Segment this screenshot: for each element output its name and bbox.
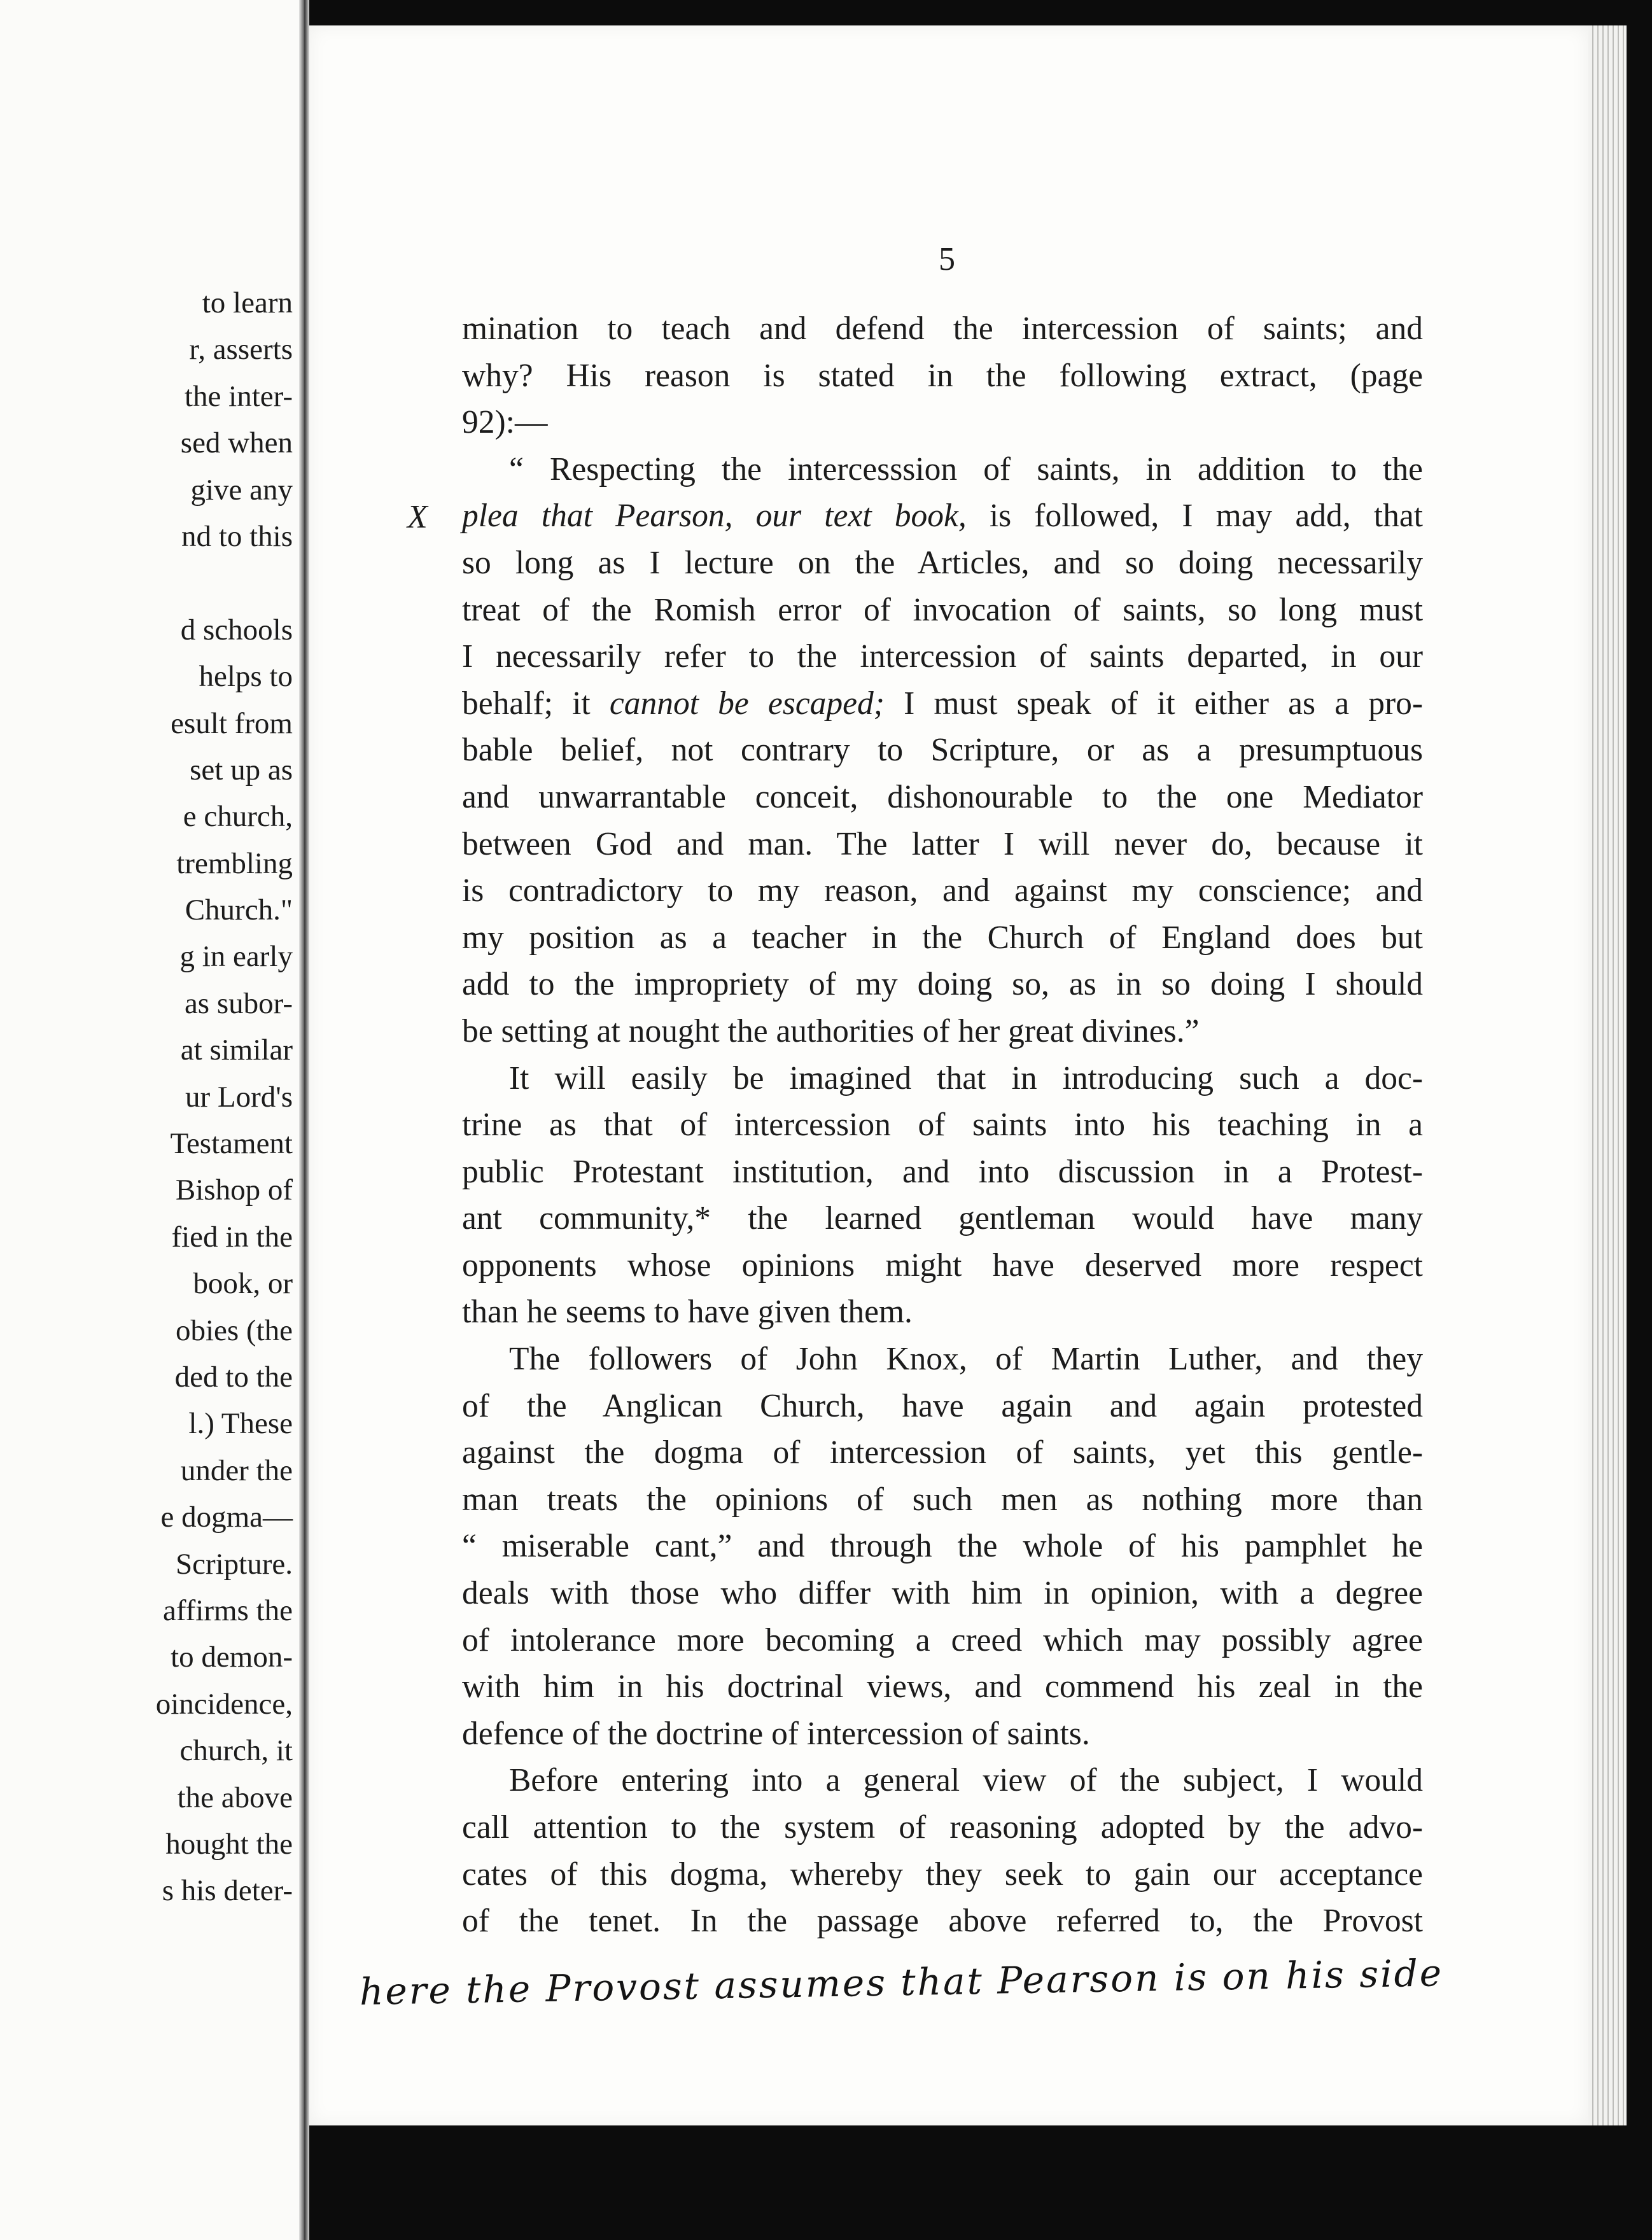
left-line: g in early xyxy=(179,940,293,974)
text-span: is followed, I may add, that xyxy=(966,498,1423,535)
italic-text: cannot be escaped; xyxy=(609,685,885,722)
text-line: of intolerance more becoming a creed which may possibly agree xyxy=(462,1621,1423,1658)
left-line: as subor- xyxy=(184,986,293,1020)
text-line: of the Anglican Church, have again and again protested xyxy=(462,1387,1423,1424)
text-line: against the dogma of intercession of saints, yet this gentle- xyxy=(462,1434,1423,1471)
book-gutter xyxy=(299,0,309,2240)
left-line: sed when xyxy=(180,426,293,460)
left-page xyxy=(0,0,304,2240)
paragraph-4 xyxy=(462,1757,1423,1944)
left-line: to learn xyxy=(202,286,293,319)
left-line: e dogma— xyxy=(160,1501,293,1534)
text-line: defence of the doctrine of intercession of saints. xyxy=(462,1715,1090,1752)
left-line: affirms the xyxy=(162,1593,293,1627)
text-line: so long as I lecture on the Articles, and so doing necessarily xyxy=(462,544,1423,581)
left-page-text xyxy=(156,280,293,1915)
text-line: It will easily be imagined that in introducing such a doc- xyxy=(509,1060,1423,1096)
text-line: man treats the opinions of such men as nothing more than xyxy=(462,1481,1423,1518)
text-line: my position as a teacher in the Church of England does but xyxy=(462,919,1423,956)
text-line xyxy=(462,680,1423,727)
text-line xyxy=(462,493,1423,540)
left-line: trembling xyxy=(176,846,293,880)
left-line: Scripture. xyxy=(175,1547,293,1581)
text-line: Before entering into a general view of the subject, I would xyxy=(509,1762,1423,1799)
left-line: book, or xyxy=(193,1267,293,1301)
text-line: I necessarily refer to the intercession of saints departed, in our xyxy=(462,638,1423,675)
margin-mark: X xyxy=(407,499,428,535)
paragraph-1 xyxy=(462,305,1423,446)
left-line: church, it xyxy=(179,1734,293,1768)
block-quote xyxy=(462,446,1423,1055)
text-span: behalf; it xyxy=(462,685,610,722)
left-line: esult from xyxy=(171,706,293,740)
left-line: nd to this xyxy=(181,519,293,553)
text-line: call attention to the system of reasoning adopted by the advo- xyxy=(462,1809,1423,1845)
left-line: s his deter- xyxy=(162,1874,293,1908)
handwritten-note: here the Provost assumes that Pearson is on his side xyxy=(359,1951,1444,2013)
left-line: give any xyxy=(190,473,293,507)
left-line: r, asserts xyxy=(189,333,293,367)
text-line: with him in his doctrinal views, and commend his zeal in the xyxy=(462,1669,1423,1705)
text-line: “ miserable cant,” and through the whole of his pamphlet he xyxy=(462,1528,1423,1565)
page-edges xyxy=(1588,25,1627,2125)
left-line: set up as xyxy=(190,753,293,787)
left-line: hought the xyxy=(165,1827,293,1861)
body-text xyxy=(462,305,1423,1945)
text-line: deals with those who differ with him in opinion, with a degree xyxy=(462,1575,1423,1612)
text-line: The followers of John Knox, of Martin Luther, and they xyxy=(509,1341,1423,1378)
paragraph-3 xyxy=(462,1336,1423,1757)
text-line: add to the impropriety of my doing so, as in so doing I should xyxy=(462,966,1423,1003)
left-line: the above xyxy=(177,1781,293,1814)
text-line: why? His reason is stated in the following extract, (page xyxy=(462,357,1423,394)
left-line: obies (the xyxy=(175,1313,293,1347)
left-line: at similar xyxy=(180,1033,293,1067)
text-line: between God and man. The latter I will never do, because it xyxy=(462,825,1423,862)
left-line: ded to the xyxy=(174,1360,293,1394)
left-line: oincidence, xyxy=(155,1687,293,1721)
text-line: treat of the Romish error of invocation of saints, so long must xyxy=(462,591,1423,628)
left-line: the inter- xyxy=(184,379,293,413)
left-line: ur Lord's xyxy=(185,1080,293,1114)
text-line: than he seems to have given them. xyxy=(462,1294,913,1331)
text-line: bable belief, not contrary to Scripture, or as a presumptuous xyxy=(462,732,1423,769)
text-line: 92):— xyxy=(462,404,548,441)
text-span: I must speak of it either as a pro- xyxy=(884,685,1424,722)
left-line: helps to xyxy=(199,660,293,694)
left-line: fied in the xyxy=(171,1220,293,1254)
italic-text: plea that Pearson, our text book, xyxy=(462,498,967,535)
text-line: of the tenet. In the passage above referred to, the Provost xyxy=(462,1903,1423,1940)
left-line: d schools xyxy=(180,613,293,647)
text-line: mination to teach and defend the intercession of saints; and xyxy=(462,311,1423,347)
text-line: ant community,* the learned gentleman would have many xyxy=(462,1200,1423,1237)
left-line: to demon- xyxy=(171,1641,293,1674)
text-line: trine as that of intercession of saints into his teaching in a xyxy=(462,1107,1423,1144)
text-line: cates of this dogma, whereby they seek to gain our acceptance xyxy=(462,1856,1423,1893)
text-line: be setting at nought the authorities of her great divines.” xyxy=(462,1012,1200,1049)
text-line: “ Respecting the intercesssion of saints, in addition to the xyxy=(509,451,1423,487)
text-line: and unwarrantable conceit, dishonourable to the one Mediator xyxy=(462,778,1423,815)
left-line: l.) These xyxy=(188,1407,293,1441)
left-line: Testament xyxy=(170,1127,293,1161)
paragraph-2 xyxy=(462,1055,1423,1336)
page-number: 5 xyxy=(939,241,955,277)
left-line: Bishop of xyxy=(175,1173,293,1207)
left-line: under the xyxy=(180,1453,293,1487)
text-line: is contradictory to my reason, and against my conscience; and xyxy=(462,872,1423,909)
left-line: Church." xyxy=(185,893,293,927)
left-line-gap xyxy=(156,560,293,606)
left-line: e church, xyxy=(183,800,293,834)
text-line: public Protestant institution, and into discussion in a Protest- xyxy=(462,1153,1423,1190)
text-line: opponents whose opinions might have deserved more respect xyxy=(462,1247,1423,1284)
